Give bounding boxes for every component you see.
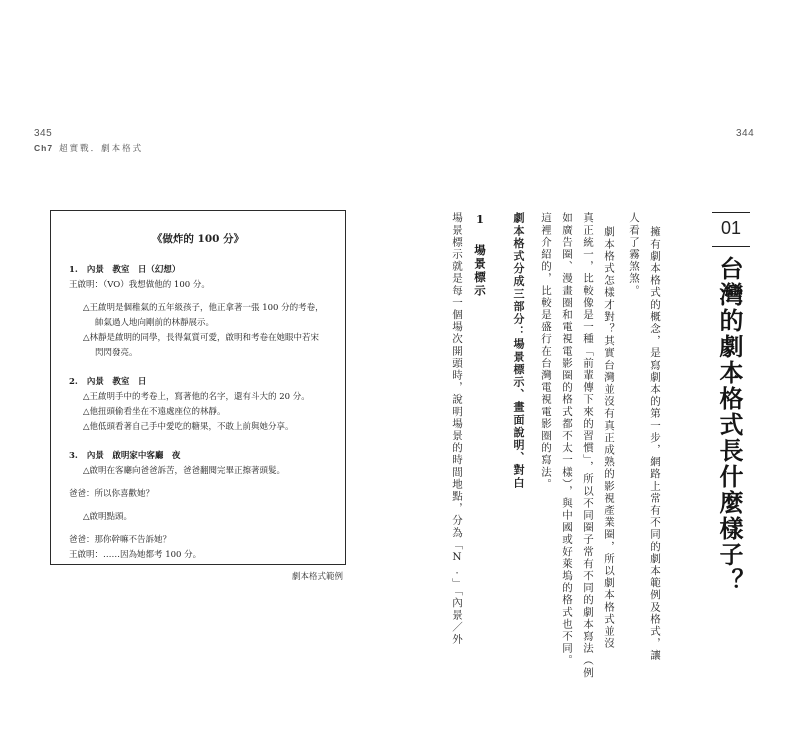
dialogue-line: 爸爸：所以你喜歡她？: [69, 489, 155, 499]
body-line: 劇本格式怎樣才對？其實台灣並沒有真正成熟的影視產業圈，所以劇本格式並沒: [603, 226, 615, 650]
dialogue-line: 爸爸：那你幹嘛不告訴她？: [69, 535, 172, 545]
scene-heading: 3. 內景 啟明家中客廳 夜: [69, 451, 181, 461]
section-title: 台灣的劇本格式長什麼樣子？: [715, 256, 744, 594]
section-rule-bottom: [712, 246, 750, 247]
subheading: 1 場景標示: [473, 212, 487, 298]
action-line: △王啟明手中的考卷上，寫著他的名字，還有斗大的 20 分。: [83, 392, 310, 402]
action-line: △啟明在客廳向爸爸訴苦，爸爸翻閱完畢正擦著頭髮。: [83, 466, 286, 476]
action-line: △他低頭看著自己手中愛吃的糖果，不敢上前與她分享。: [83, 422, 294, 432]
heading-composition: 劇本格式分成三部分：場景標示、畫面說明、對白: [512, 212, 525, 490]
body-line: 場景標示就是每一個場次開頭時，說明場景的時間地點，分為「N.」「內景／外: [451, 212, 463, 646]
example-title: 《做炸的 100 分》: [151, 233, 245, 245]
dialogue-line: 王啟明：……因為她都考 100 分。: [69, 550, 202, 560]
scene-heading: 1. 內景 教室 日（幻想）: [69, 265, 181, 275]
dialogue-line: 王啟明：（VO）我想做他的 100 分。: [69, 280, 210, 290]
section-number: 01: [720, 218, 742, 238]
body-line: 這裡介紹的，比較是盛行在台灣電視電影圈的寫法。: [540, 212, 552, 491]
action-line: 閃閃發亮。: [95, 348, 138, 358]
body-line: 人看了霧煞煞。: [628, 212, 640, 297]
body-line: 真正統一，比較像是一種「前輩傳下來的習慣」，所以不同圈子常有不同的劇本寫法（例: [582, 212, 594, 679]
left-page-number: 345: [34, 128, 53, 139]
scene-1: [69, 263, 339, 361]
action-line: △王啟明是個稚氣的五年級孩子，他正拿著一張 100 分的考卷，: [83, 303, 324, 313]
action-line: △啟明點頭。: [83, 512, 133, 522]
running-head-title: 超實戰．劇本格式: [59, 143, 144, 153]
example-caption: 劇本格式範例: [292, 572, 344, 582]
scene-3: [69, 449, 339, 563]
body-line: 擁有劇本格式的概念，是寫劇本的第一步，網路上常有不同的劇本範例及格式，讓: [649, 226, 661, 662]
body-line: 如廣告圈、漫畫圈和電視電影圈的格式都不太一樣），與中國或好萊塢的格式也不同。: [561, 212, 573, 667]
scene-2: [69, 375, 339, 435]
section-rule-top: [712, 212, 750, 213]
script-example-box: [50, 210, 346, 565]
example-content: [69, 263, 339, 577]
scene-heading: 2. 內景 教室 日: [69, 377, 147, 387]
action-line: △他扭頭偷看坐在不遠處座位的林靜。: [83, 407, 226, 417]
right-page-number: 344: [736, 128, 755, 139]
action-line: △林靜是啟明的同學，長得氣質可愛，啟明和考卷在她眼中若宋: [83, 333, 320, 343]
running-head: [34, 142, 143, 154]
running-head-chapter: Ch7: [34, 143, 54, 153]
action-line: 帥氣過人地向剛前的林靜展示。: [95, 318, 215, 328]
